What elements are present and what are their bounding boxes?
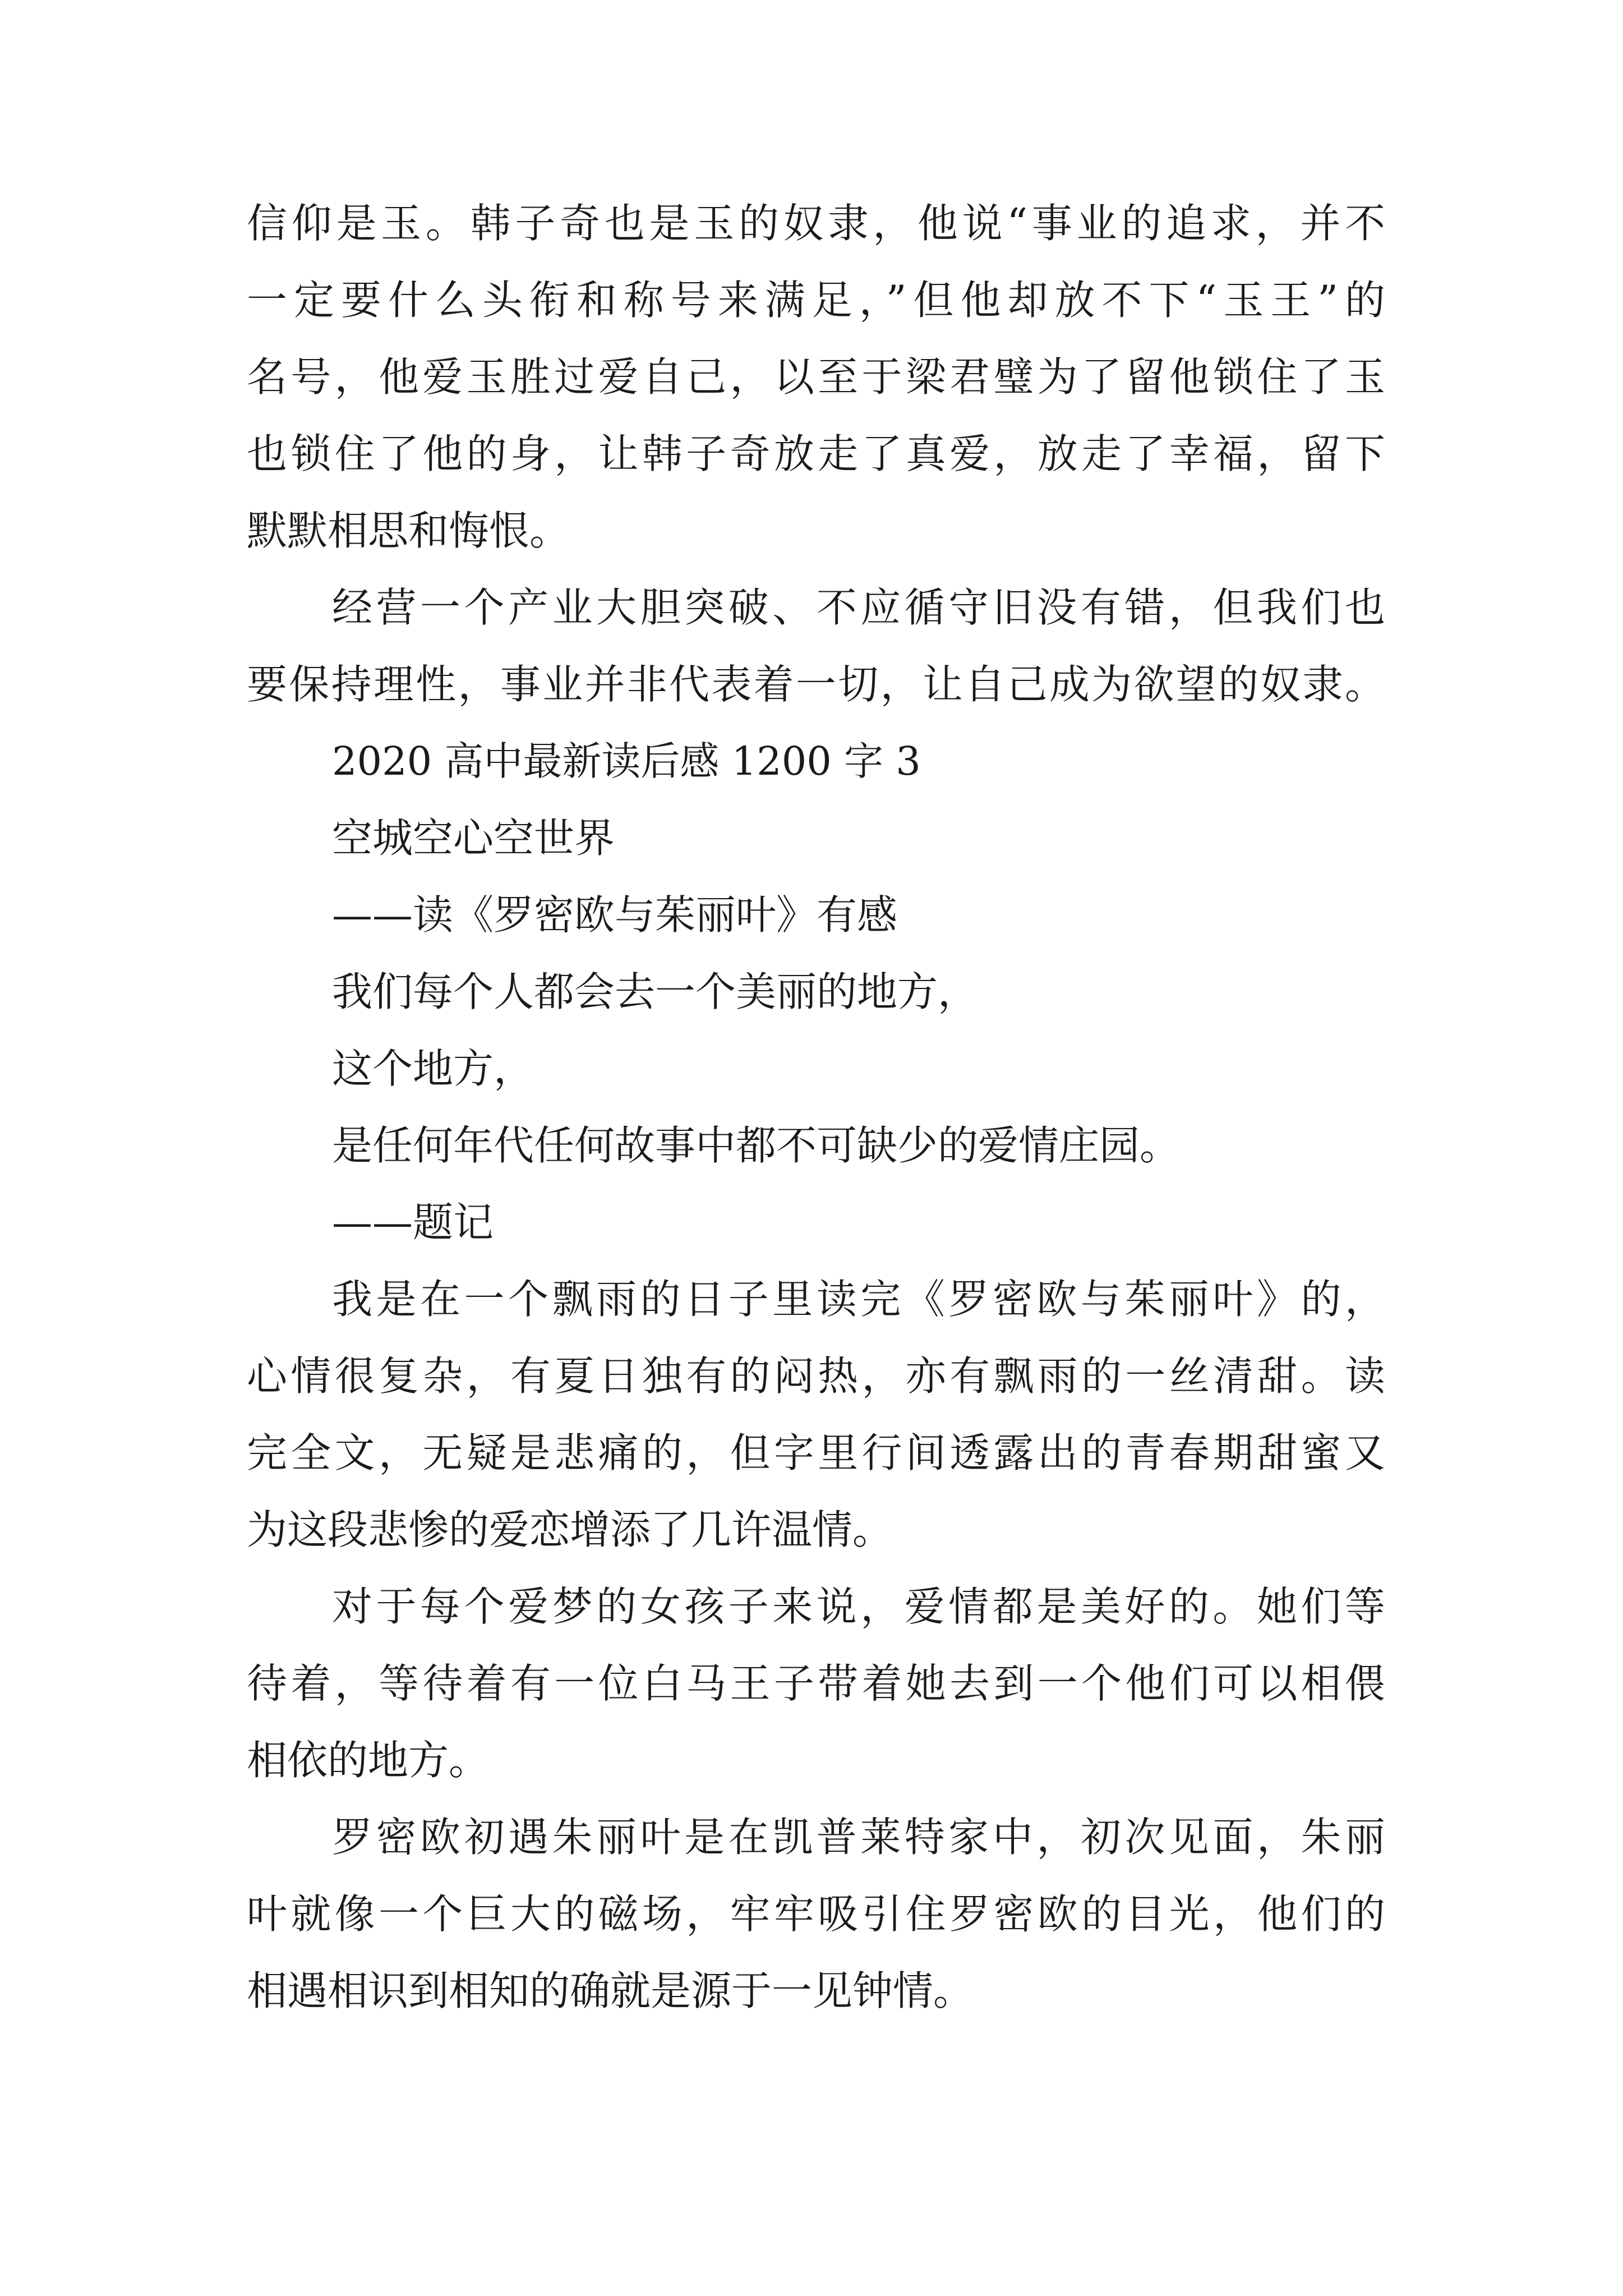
section-heading: 2020 高中最新读后感 1200 字 3 [332,738,921,784]
epigraph-label: ——题记 [332,1199,494,1246]
text-line: 为这段悲惨的爱恋增添了几许温情。 [247,1506,893,1553]
body-text [247,185,1385,2030]
essay-title: 空城空心空世界 [332,815,615,862]
text-line: 完全文，无疑是悲痛的，但字里行间透露出的青春期甜蜜又 [247,1429,1385,1476]
text-line: 待着，等待着有一位白马王子带着她去到一个他们可以相偎 [247,1660,1385,1707]
text-line: 信仰是玉。韩子奇也是玉的奴隶，他说“事业的追求，并不 [247,200,1385,247]
poem-line: 我们每个人都会去一个美丽的地方， [332,968,979,1015]
paragraph [247,185,1385,569]
text-line: 一定要什么头衔和称号来满足，”但他却放不下“玉王”的 [247,277,1385,324]
poem-line: 是任何年代任何故事中都不可缺少的爱情庄园。 [332,1122,1181,1169]
paragraph [247,1261,1385,1568]
text-line: 心情很复杂，有夏日独有的闷热，亦有飘雨的一丝清甜。读 [247,1352,1385,1400]
text-line: 默默相思和悔恨。 [247,507,570,554]
text-line: 也锁住了他的身，让韩子奇放走了真爱，放走了幸福，留下 [247,430,1385,477]
text-line: 对于每个爱梦的女孩子来说，爱情都是美好的。她们等 [332,1583,1385,1630]
text-line: 要保持理性，事业并非代表着一切，让自己成为欲望的奴隶。 [247,661,1385,708]
text-line: 叶就像一个巨大的磁场，牢牢吸引住罗密欧的目光，他们的 [247,1890,1385,1938]
text-line: 我是在一个飘雨的日子里读完《罗密欧与茱丽叶》的， [332,1276,1385,1323]
paragraph [247,569,1385,723]
paragraph [247,1799,1385,2030]
poem-epigraph [247,954,1385,1184]
text-line: 罗密欧初遇朱丽叶是在凯普莱特家中，初次见面，朱丽 [332,1814,1385,1861]
text-line: 名号，他爱玉胜过爱自己，以至于梁君璧为了留他锁住了玉 [247,353,1385,401]
text-line: 相依的地方。 [247,1737,490,1784]
text-line: 经营一个产业大胆突破、不应循守旧没有错，但我们也 [332,584,1385,631]
essay-subtitle: ——读《罗密欧与茱丽叶》有感 [332,891,898,938]
paragraph [247,1568,1385,1799]
text-line: 相遇相识到相知的确就是源于一见钟情。 [247,1967,974,2014]
poem-line: 这个地方， [332,1045,534,1092]
